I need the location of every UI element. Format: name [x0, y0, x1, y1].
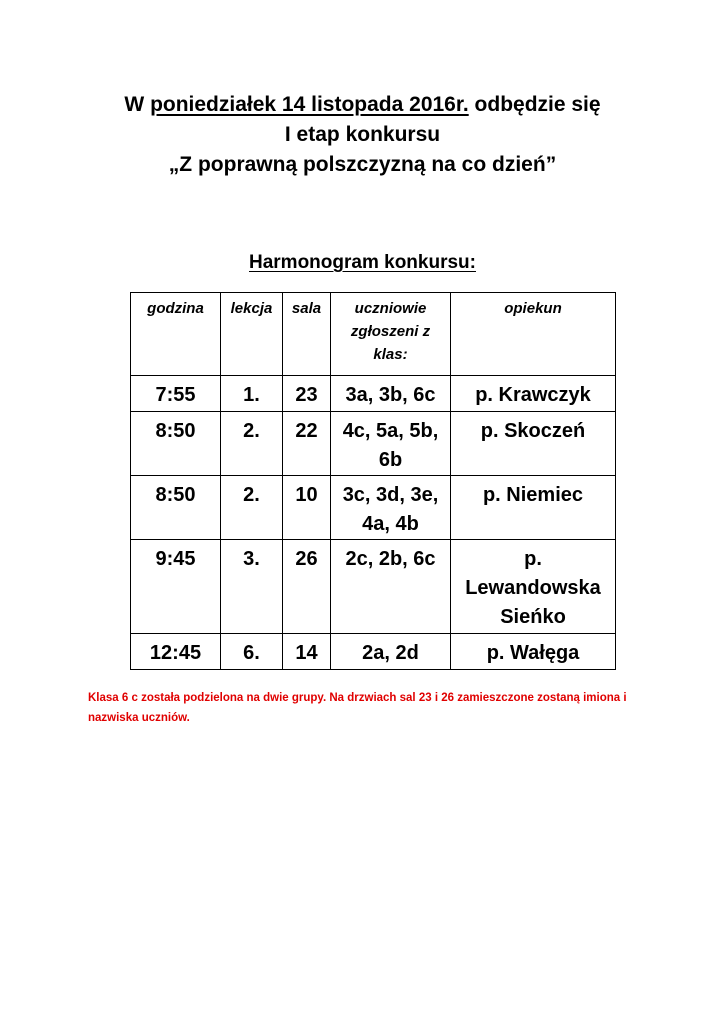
cell-room: 14 [283, 634, 331, 670]
table-row [131, 540, 616, 634]
cell-classes: 2c, 2b, 6c [331, 540, 451, 634]
heading-line-2: I etap konkursu [284, 123, 441, 146]
cell-classes: 2a, 2d [331, 634, 451, 670]
cell-time: 7:55 [131, 376, 221, 412]
cell-classes: 3c, 3d, 3e, 4a, 4b [331, 476, 451, 540]
cell-lesson: 2. [221, 476, 283, 540]
table-row [131, 412, 616, 476]
cell-time: 8:50 [131, 412, 221, 476]
table-row [131, 476, 616, 540]
contest-name: „Z poprawną polszczyzną na co dzień” [168, 153, 557, 176]
column-header-lesson: lekcja [221, 293, 283, 376]
cell-room: 22 [283, 412, 331, 476]
column-header-room: sala [283, 293, 331, 376]
heading-line-1-prefix: W [124, 93, 151, 116]
cell-teacher: p. Wałęga [451, 634, 616, 670]
table-row [131, 634, 616, 670]
table-header-row [131, 293, 616, 376]
cell-room: 23 [283, 376, 331, 412]
schedule-title: Harmonogram konkursu: [249, 252, 476, 273]
cell-time: 9:45 [131, 540, 221, 634]
heading-line-1-suffix: odbędzie się [468, 93, 601, 116]
cell-room: 10 [283, 476, 331, 540]
cell-lesson: 2. [221, 412, 283, 476]
cell-teacher: p. Lewandowska Sieńko [451, 540, 616, 634]
cell-classes: 3a, 3b, 6c [331, 376, 451, 412]
announcement-heading [0, 90, 725, 180]
cell-lesson: 6. [221, 634, 283, 670]
schedule-table [130, 292, 616, 670]
cell-teacher: p. Krawczyk [451, 376, 616, 412]
heading-date: poniedziałek 14 listopada 2016r. [150, 93, 469, 116]
cell-time: 12:45 [131, 634, 221, 670]
cell-classes: 4c, 5a, 5b, 6b [331, 412, 451, 476]
cell-teacher: p. Niemiec [451, 476, 616, 540]
column-header-classes: uczniowie zgłoszeni z klas: [331, 293, 451, 376]
heading-line-1 [0, 90, 725, 120]
cell-lesson: 1. [221, 376, 283, 412]
column-header-teacher: opiekun [451, 293, 616, 376]
cell-lesson: 3. [221, 540, 283, 634]
cell-teacher: p. Skoczeń [451, 412, 616, 476]
cell-time: 8:50 [131, 476, 221, 540]
column-header-time: godzina [131, 293, 221, 376]
note-text: Klasa 6 c została podzielona na dwie grupy. Na drzwiach sal 23 i 26 zamieszczone zostaną imiona i nazwiska uczniów. [88, 692, 627, 724]
table-row [131, 376, 616, 412]
cell-room: 26 [283, 540, 331, 634]
